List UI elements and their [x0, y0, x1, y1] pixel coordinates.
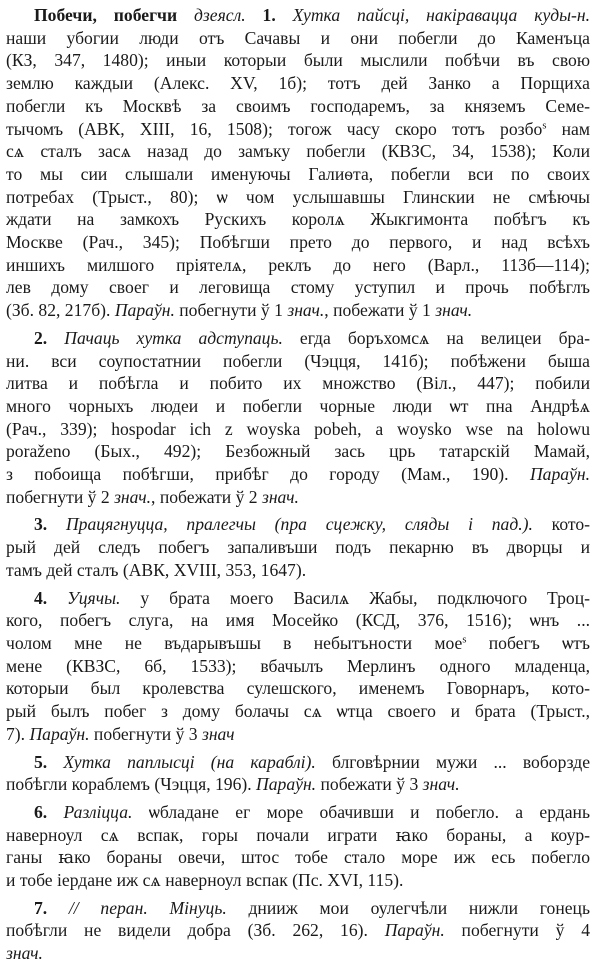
text-line	[6, 897, 590, 920]
text-run: побежати ў 3	[316, 774, 423, 795]
text-line	[6, 350, 590, 373]
text-line	[6, 276, 590, 299]
text-run: ждати на замкохъ Рускихъ королѧ Жыкгимонта побѣгъ къ	[6, 209, 590, 230]
text-run: Москве (Рач., 345); Побѣгши прето до первого, и над всѣхъ	[6, 232, 590, 253]
superscript-mark: s	[542, 120, 547, 132]
text-run: лев дому своег и леговища стому уступил и прочь побѣглъ	[6, 277, 590, 298]
text-run: и тобе іердане иж сѧ наверноул вспак (Пс. XVI, 115).	[6, 870, 404, 891]
text-line	[6, 700, 590, 723]
text-line	[6, 72, 590, 95]
text-line	[6, 587, 590, 610]
italic-run: знач	[201, 723, 235, 744]
text-run: иншихъ милшого пріятелѧ, реклъ до него (Варл., 113б—114);	[6, 254, 590, 275]
text-line	[6, 4, 590, 27]
bold-run: 4.	[34, 587, 48, 608]
text-line	[6, 486, 590, 509]
italic-run: дзеясл.	[177, 5, 246, 25]
text-line	[6, 536, 590, 559]
text-run: то мы сии слышали именуючы Галиѳта, побегли вси по своих	[6, 163, 590, 184]
text-run: потребах (Трыст., 80); ѡ чом услышавшы Глинскии не смѣючы	[6, 186, 590, 207]
text-line	[6, 299, 590, 322]
bold-run: 1.	[245, 5, 276, 25]
text-line	[6, 513, 590, 536]
italic-run: // перан. Мінуць.	[47, 897, 227, 918]
bold-run: 2.	[34, 327, 48, 348]
text-line	[6, 231, 590, 254]
bold-run: 5.	[34, 751, 48, 772]
bold-run: 7.	[34, 897, 48, 918]
text-line	[6, 49, 590, 72]
text-run: землю каждыи (Алекс. XV, 1б); тотъ дей Занко а Порщиха	[6, 73, 590, 94]
italic-run: Параўн.	[114, 300, 175, 321]
italic-run: Хутка паплысці (на караблі).	[47, 751, 316, 772]
text-line	[6, 559, 590, 582]
text-line	[6, 919, 590, 942]
text-line	[6, 677, 590, 700]
bold-run: Побечи, побегчи	[34, 5, 178, 25]
text-line	[6, 751, 590, 774]
text-run: побѣгли не видели добра (Зб. 262, 16).	[6, 920, 385, 941]
text-run: днииж мои оулегчѣли нижли гонець	[226, 897, 590, 918]
text-line	[6, 327, 590, 350]
text-line	[6, 655, 590, 678]
italic-run: знач.	[422, 774, 460, 795]
text-run: блговѣрнии мужи ... воборзде	[315, 751, 590, 772]
text-run: poraženo (Бых., 492); Безбожный зась црь татарскій Мамай,	[6, 441, 590, 462]
text-line	[6, 27, 590, 50]
text-run: егда боръхомсѧ на велицеи бра-	[282, 327, 590, 348]
text-run: нам	[546, 118, 590, 139]
text-run: побегнути ў 4	[444, 920, 590, 941]
text-run: рый дей следъ побегъ запаливъши подъ пекарню въ дворцы и	[6, 537, 590, 558]
italic-run: Пачаць хутка адступаць.	[47, 327, 283, 348]
text-line	[6, 773, 590, 796]
text-line	[6, 372, 590, 395]
text-line	[6, 95, 590, 118]
text-run: ганы ꙗко бораны овечи, штос тобе стало море иж есь побегло	[6, 847, 590, 868]
text-run: 7).	[6, 723, 30, 744]
text-run: наши убогии люди отъ Сачавы и они побегли до Каменъца	[6, 27, 590, 48]
text-run: , побежати ў 1	[324, 300, 436, 321]
text-run: кого, побегъ слуга, на имя Мосейко (КСД, 376, 1516); ѡнъ ...	[6, 610, 590, 631]
text-line	[6, 254, 590, 277]
text-run: (Рач., 339); hospodar ich z woyska pobeh, a woysko wse na holowu	[6, 418, 590, 439]
italic-run: Параўн.	[29, 723, 90, 744]
text-run: литва и побѣгла и побито их множство (Віл., 447); побили	[6, 373, 590, 394]
italic-run: Параўн.	[529, 464, 590, 485]
bold-run: 6.	[34, 801, 48, 822]
superscript-mark: s	[462, 634, 467, 646]
text-line	[6, 869, 590, 892]
text-run: которыи был кролевства сулешского, именемъ Говорнаръ, кото-	[6, 678, 590, 699]
italic-run: Працягнуцца, пралегчы (пра сцежку, сляды і пад.).	[47, 514, 533, 535]
text-run: мене (КВЗС, 6б, 1533); вбачылъ Мерлинъ одного младенца,	[6, 655, 590, 676]
text-line	[6, 186, 590, 209]
text-run: , побежати ў 2	[151, 486, 262, 507]
text-line	[6, 609, 590, 632]
text-line	[6, 208, 590, 231]
text-line	[6, 801, 590, 824]
text-run: з побоища побѣгши, прибѣг до городу (Мам., 190).	[6, 464, 530, 485]
text-line	[6, 140, 590, 163]
text-line	[6, 395, 590, 418]
text-line	[6, 418, 590, 441]
text-line	[6, 632, 590, 655]
text-run: чолом мне не въдарывъшы в небытъности мое	[6, 632, 463, 653]
text-line	[6, 463, 590, 486]
text-run: побегнути ў 3	[89, 723, 202, 744]
text-run: побегнути ў 1	[174, 300, 288, 321]
text-line	[6, 118, 590, 141]
text-run: рый былъ побег з дому болачы сѧ ѡтца своего и брата (Трыст.,	[6, 701, 590, 722]
bold-run: 3.	[34, 514, 48, 535]
text-line	[6, 440, 590, 463]
italic-run: знач.	[287, 300, 325, 321]
text-run: кото-	[532, 514, 590, 535]
italic-run: Параўн.	[384, 920, 445, 941]
text-run: ни. вси соупостатнии побегли (Чэцця, 141б); побѣжени быша	[6, 350, 590, 371]
text-run: наверноул сѧ вспак, горы почали играти ꙗко бораны, а коур-	[6, 824, 590, 845]
text-run: (Зб. 82, 217б).	[6, 300, 115, 321]
text-run: побегъ ѡтъ	[466, 632, 590, 653]
text-line	[6, 723, 590, 746]
text-run: много чорныхъ людеи и побегли чорные люди ѡт пна Андрѣѧ	[6, 395, 590, 416]
italic-run: знач.	[261, 486, 299, 507]
text-run: (КЗ, 347, 1480); иныи которыи были мыслили побѣчи въ свою	[6, 50, 590, 71]
italic-run: Разліцца.	[47, 801, 133, 822]
italic-run: Параўн.	[256, 774, 317, 795]
italic-run: Уцячы.	[47, 587, 121, 608]
text-run: побегнути ў 2	[6, 486, 115, 507]
italic-run: знач.	[114, 486, 152, 507]
text-run: тычомъ (АВК, XIII, 16, 1508); тогож часу скоро тотъ розбо	[6, 118, 543, 139]
text-line	[6, 846, 590, 869]
text-run: у брата моего Василѧ Жабы, подключого Троц-	[120, 587, 590, 608]
text-run: ѡбладане ег море обачивши и побегло. а ердань	[132, 801, 590, 822]
text-run: тамъ дей сталъ (АВК, XVIII, 353, 1647).	[6, 559, 307, 580]
italic-run: знач.	[6, 943, 43, 964]
text-line	[6, 163, 590, 186]
text-run: сѧ сталъ засѧ назад до замъку побегли (КВЗС, 34, 1538); Коли	[6, 141, 590, 162]
dictionary-entry	[6, 4, 590, 965]
italic-run: знач.	[435, 300, 473, 321]
text-line	[6, 824, 590, 847]
italic-run: Хутка пайсці, накіравацца куды-н.	[275, 5, 590, 25]
text-run: побегли къ Москвѣ за своимъ господаремъ, за княземъ Семе-	[6, 95, 590, 116]
text-run: побѣгли кораблемъ (Чэцця, 196).	[6, 774, 257, 795]
text-line	[6, 942, 590, 965]
